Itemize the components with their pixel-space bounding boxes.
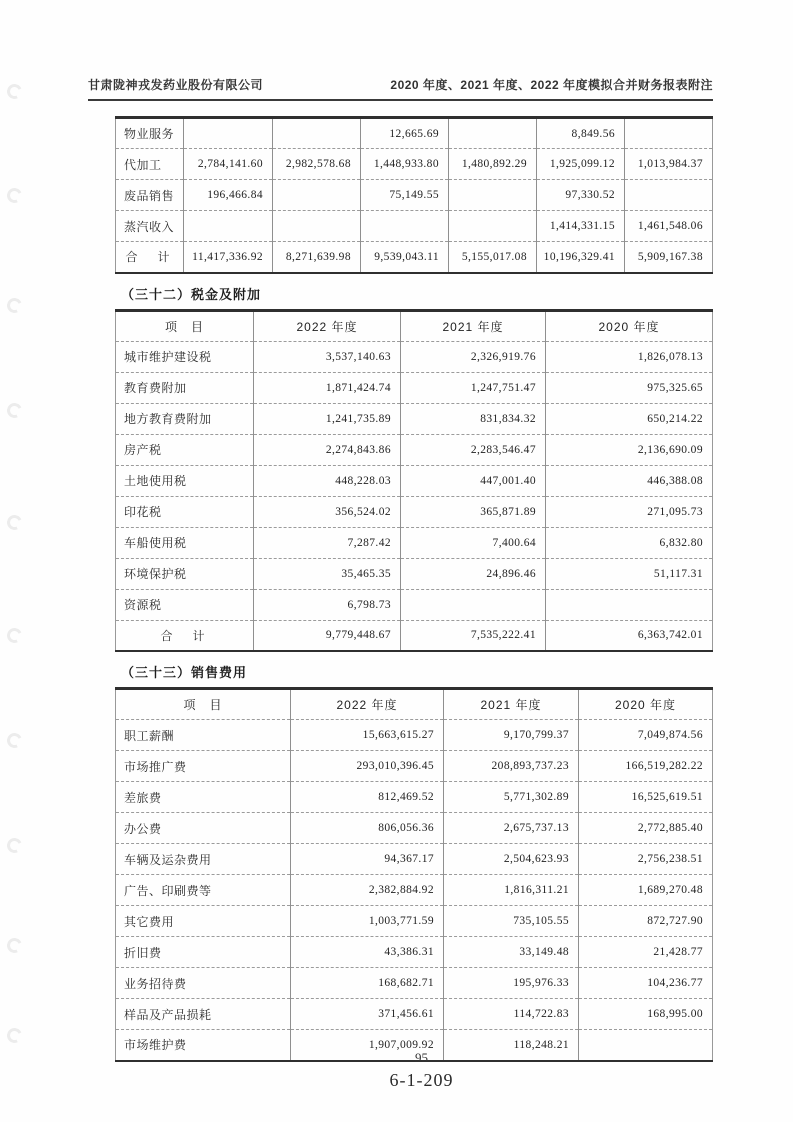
row-label: 业务招待费 bbox=[116, 968, 291, 999]
cell-value: 2,136,690.09 bbox=[546, 434, 713, 465]
cell-value: 51,117.31 bbox=[546, 558, 713, 589]
cell-value: 94,367.17 bbox=[291, 844, 444, 875]
cell-value: 118,248.21 bbox=[444, 1030, 579, 1061]
table-row bbox=[116, 149, 713, 180]
cell-value: 1,461,548.06 bbox=[625, 211, 713, 242]
page-footer bbox=[25, 1050, 793, 1091]
row-label: 市场维护费 bbox=[116, 1030, 291, 1061]
cell-value bbox=[184, 118, 273, 149]
row-label: 其它费用 bbox=[116, 906, 291, 937]
cell-value: 2,326,919.76 bbox=[401, 341, 546, 372]
cell-value: 271,095.73 bbox=[546, 496, 713, 527]
scan-artifact bbox=[5, 82, 24, 101]
cell-value: 168,995.00 bbox=[579, 999, 713, 1030]
revenue-continuation-table bbox=[115, 116, 713, 274]
table-row bbox=[116, 118, 713, 149]
cell-value bbox=[273, 180, 361, 211]
table-row bbox=[116, 999, 713, 1030]
cell-value bbox=[449, 211, 537, 242]
report-title: 2020 年度、2021 年度、2022 年度模拟合并财务报表附注 bbox=[390, 78, 713, 92]
cell-value: 168,682.71 bbox=[291, 968, 444, 999]
row-label: 折旧费 bbox=[116, 937, 291, 968]
cell-value: 9,539,043.11 bbox=[361, 242, 449, 273]
column-header: 2022 年度 bbox=[291, 689, 444, 720]
table-row bbox=[116, 558, 713, 589]
table-row bbox=[116, 589, 713, 620]
cell-value: 10,196,329.41 bbox=[537, 242, 625, 273]
table-row bbox=[116, 906, 713, 937]
row-label: 广告、印刷费等 bbox=[116, 875, 291, 906]
row-label: 车船使用税 bbox=[116, 527, 254, 558]
cell-value: 97,330.52 bbox=[537, 180, 625, 211]
cell-value: 8,271,639.98 bbox=[273, 242, 361, 273]
page-number: 95 bbox=[415, 1050, 428, 1065]
cell-value: 16,525,619.51 bbox=[579, 782, 713, 813]
row-label: 职工薪酬 bbox=[116, 720, 291, 751]
cell-value: 1,480,892.29 bbox=[449, 149, 537, 180]
cell-value: 75,149.55 bbox=[361, 180, 449, 211]
scan-artifact bbox=[5, 296, 24, 315]
table-row bbox=[116, 751, 713, 782]
cell-value: 2,382,884.92 bbox=[291, 875, 444, 906]
cell-value: 5,771,302.89 bbox=[444, 782, 579, 813]
cell-value: 735,105.55 bbox=[444, 906, 579, 937]
cell-value: 1,689,270.48 bbox=[579, 875, 713, 906]
cell-value: 21,428.77 bbox=[579, 937, 713, 968]
cell-value: 1,241,735.89 bbox=[254, 403, 401, 434]
cell-value bbox=[449, 118, 537, 149]
row-label: 车辆及运杂费用 bbox=[116, 844, 291, 875]
cell-value: 6,363,742.01 bbox=[546, 620, 713, 651]
cell-value: 6,832.80 bbox=[546, 527, 713, 558]
cell-value: 6,798.73 bbox=[254, 589, 401, 620]
cell-value: 15,663,615.27 bbox=[291, 720, 444, 751]
cell-value: 293,010,396.45 bbox=[291, 751, 444, 782]
cell-value: 2,504,623.93 bbox=[444, 844, 579, 875]
cell-value: 7,400.64 bbox=[401, 527, 546, 558]
cell-value: 8,849.56 bbox=[537, 118, 625, 149]
scan-artifact bbox=[5, 936, 24, 955]
cell-value: 2,982,578.68 bbox=[273, 149, 361, 180]
cell-value: 2,756,238.51 bbox=[579, 844, 713, 875]
cell-value: 812,469.52 bbox=[291, 782, 444, 813]
cell-value: 872,727.90 bbox=[579, 906, 713, 937]
cell-value bbox=[546, 589, 713, 620]
cell-value bbox=[361, 211, 449, 242]
header-row bbox=[116, 689, 713, 720]
cell-value: 1,448,933.80 bbox=[361, 149, 449, 180]
cell-value: 806,056.36 bbox=[291, 813, 444, 844]
cell-value: 24,896.46 bbox=[401, 558, 546, 589]
tax-surcharge-table bbox=[115, 309, 713, 653]
cell-value: 166,519,282.22 bbox=[579, 751, 713, 782]
cell-value: 1,907,009.92 bbox=[291, 1030, 444, 1061]
cell-value: 208,893,737.23 bbox=[444, 751, 579, 782]
row-label: 市场推广费 bbox=[116, 751, 291, 782]
cell-value: 7,535,222.41 bbox=[401, 620, 546, 651]
column-header: 2020 年度 bbox=[579, 689, 713, 720]
cell-value bbox=[273, 118, 361, 149]
scan-artifact bbox=[5, 836, 24, 855]
scan-artifact bbox=[5, 513, 24, 532]
row-label: 样品及产品损耗 bbox=[116, 999, 291, 1030]
table-row bbox=[116, 341, 713, 372]
cell-value: 9,779,448.67 bbox=[254, 620, 401, 651]
table-row bbox=[116, 527, 713, 558]
cell-value: 114,722.83 bbox=[444, 999, 579, 1030]
column-header: 2021 年度 bbox=[444, 689, 579, 720]
table-row bbox=[116, 372, 713, 403]
total-row bbox=[116, 242, 713, 273]
column-header: 项 目 bbox=[116, 310, 254, 341]
total-row bbox=[116, 620, 713, 651]
cell-value: 831,834.32 bbox=[401, 403, 546, 434]
scan-artifact bbox=[5, 1026, 24, 1045]
cell-value: 195,976.33 bbox=[444, 968, 579, 999]
cell-value: 33,149.48 bbox=[444, 937, 579, 968]
row-label: 环境保护税 bbox=[116, 558, 254, 589]
cell-value bbox=[401, 589, 546, 620]
document-header bbox=[88, 76, 713, 101]
company-name: 甘肃陇神戎发药业股份有限公司 bbox=[88, 78, 264, 92]
cell-value: 7,287.42 bbox=[254, 527, 401, 558]
cell-value: 1,013,984.37 bbox=[625, 149, 713, 180]
table-row bbox=[116, 968, 713, 999]
cell-value: 2,784,141.60 bbox=[184, 149, 273, 180]
row-label: 房产税 bbox=[116, 434, 254, 465]
cell-value: 1,414,331.15 bbox=[537, 211, 625, 242]
row-label: 地方教育费附加 bbox=[116, 403, 254, 434]
cell-value: 1,003,771.59 bbox=[291, 906, 444, 937]
cell-value: 1,816,311.21 bbox=[444, 875, 579, 906]
column-header: 2020 年度 bbox=[546, 310, 713, 341]
cell-value bbox=[625, 180, 713, 211]
row-label: 代加工 bbox=[116, 149, 184, 180]
cell-value: 2,675,737.13 bbox=[444, 813, 579, 844]
section-32-title: （三十二）税金及附加 bbox=[121, 286, 262, 302]
cell-value: 356,524.02 bbox=[254, 496, 401, 527]
table-row bbox=[116, 844, 713, 875]
doc-number: 6-1-209 bbox=[389, 1070, 454, 1090]
cell-value: 447,001.40 bbox=[401, 465, 546, 496]
scan-artifact bbox=[5, 186, 24, 205]
cell-value: 371,456.61 bbox=[291, 999, 444, 1030]
cell-value bbox=[273, 211, 361, 242]
row-label: 办公费 bbox=[116, 813, 291, 844]
cell-value: 12,665.69 bbox=[361, 118, 449, 149]
table-row bbox=[116, 937, 713, 968]
row-label: 资源税 bbox=[116, 589, 254, 620]
table-row bbox=[116, 211, 713, 242]
column-header: 项 目 bbox=[116, 689, 291, 720]
cell-value: 1,826,078.13 bbox=[546, 341, 713, 372]
row-label: 物业服务 bbox=[116, 118, 184, 149]
cell-value: 9,170,799.37 bbox=[444, 720, 579, 751]
cell-value: 1,925,099.12 bbox=[537, 149, 625, 180]
column-header: 2022 年度 bbox=[254, 310, 401, 341]
row-label: 合 计 bbox=[116, 242, 184, 273]
table-row bbox=[116, 434, 713, 465]
cell-value: 2,283,546.47 bbox=[401, 434, 546, 465]
cell-value: 1,247,751.47 bbox=[401, 372, 546, 403]
cell-value: 365,871.89 bbox=[401, 496, 546, 527]
cell-value: 1,871,424.74 bbox=[254, 372, 401, 403]
row-label: 城市维护建设税 bbox=[116, 341, 254, 372]
cell-value: 975,325.65 bbox=[546, 372, 713, 403]
cell-value: 448,228.03 bbox=[254, 465, 401, 496]
cell-value: 5,909,167.38 bbox=[625, 242, 713, 273]
cell-value: 2,772,885.40 bbox=[579, 813, 713, 844]
cell-value bbox=[184, 211, 273, 242]
cell-value: 43,386.31 bbox=[291, 937, 444, 968]
table-row bbox=[116, 180, 713, 211]
row-label: 教育费附加 bbox=[116, 372, 254, 403]
cell-value: 3,537,140.63 bbox=[254, 341, 401, 372]
scan-artifact bbox=[5, 626, 24, 645]
row-label: 印花税 bbox=[116, 496, 254, 527]
page-content bbox=[88, 76, 713, 1062]
cell-value: 446,388.08 bbox=[546, 465, 713, 496]
table-row bbox=[116, 720, 713, 751]
scan-artifact bbox=[5, 731, 24, 750]
row-label: 土地使用税 bbox=[116, 465, 254, 496]
cell-value: 11,417,336.92 bbox=[184, 242, 273, 273]
row-label: 合 计 bbox=[116, 620, 254, 651]
cell-value bbox=[625, 118, 713, 149]
cell-value: 35,465.35 bbox=[254, 558, 401, 589]
cell-value: 104,236.77 bbox=[579, 968, 713, 999]
table-row bbox=[116, 875, 713, 906]
cell-value: 196,466.84 bbox=[184, 180, 273, 211]
cell-value: 7,049,874.56 bbox=[579, 720, 713, 751]
table-row bbox=[116, 403, 713, 434]
selling-expense-table bbox=[115, 687, 713, 1062]
table-row bbox=[116, 496, 713, 527]
row-label: 差旅费 bbox=[116, 782, 291, 813]
cell-value: 650,214.22 bbox=[546, 403, 713, 434]
header-row bbox=[116, 310, 713, 341]
row-label: 废品销售 bbox=[116, 180, 184, 211]
table-row bbox=[116, 465, 713, 496]
cell-value: 5,155,017.08 bbox=[449, 242, 537, 273]
table-row bbox=[116, 813, 713, 844]
cell-value bbox=[449, 180, 537, 211]
column-header: 2021 年度 bbox=[401, 310, 546, 341]
cell-value: 2,274,843.86 bbox=[254, 434, 401, 465]
scan-artifact bbox=[5, 401, 24, 420]
table-row bbox=[116, 782, 713, 813]
row-label: 蒸汽收入 bbox=[116, 211, 184, 242]
section-33-title: （三十三）销售费用 bbox=[121, 665, 248, 680]
